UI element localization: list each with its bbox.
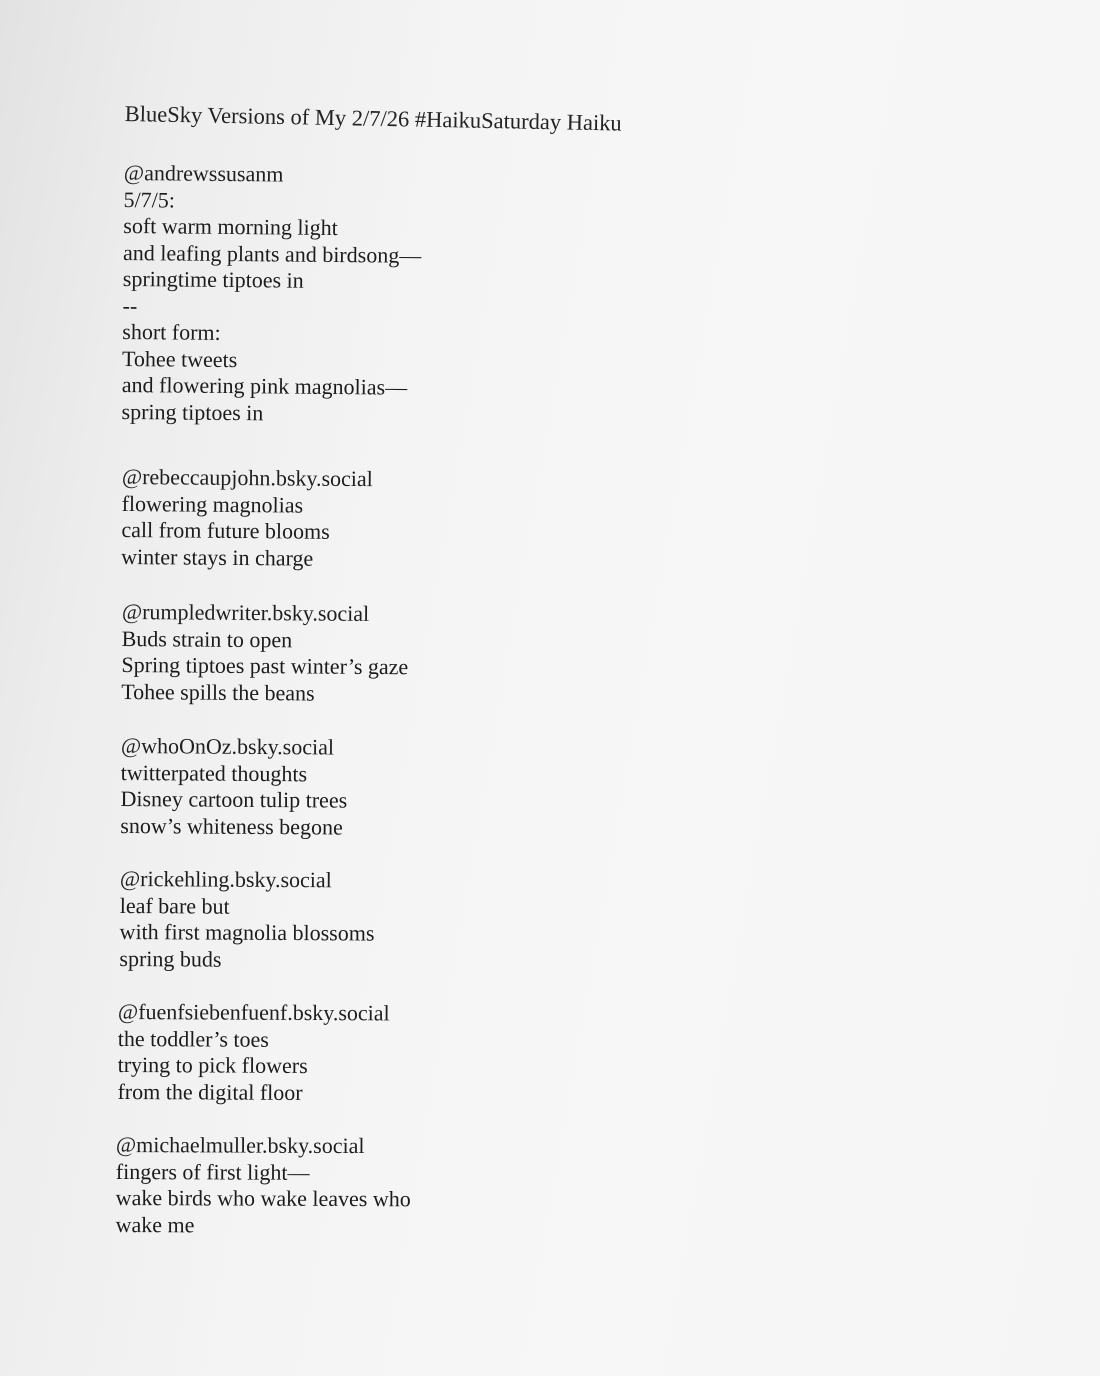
haiku-entry-fuenfsiebenfuenf — [117, 999, 389, 1106]
poem-line: Tohee spills the beans — [121, 678, 315, 706]
haiku-entry-michaelmuller — [116, 1132, 412, 1239]
poem-line: springtime tiptoes in — [122, 265, 304, 293]
haiku-entry-andrewssusanm — [121, 160, 422, 428]
haiku-entry-rumpledwriter — [121, 599, 409, 707]
author-handle: @rumpledwriter.bsky.social — [121, 599, 370, 626]
poem-line: Tohee tweets — [121, 345, 238, 372]
poem-line: Disney cartoon tulip trees — [120, 785, 348, 813]
poem-line: spring buds — [119, 945, 222, 972]
poem-line: soft warm morning light — [123, 212, 338, 241]
poem-line: fingers of first light— — [115, 1158, 310, 1185]
poem-line: call from future blooms — [121, 516, 330, 544]
author-handle: @rickehling.bsky.social — [119, 866, 332, 893]
haiku-entry-rebeccaupjohn — [121, 464, 373, 572]
poem-line: Spring tiptoes past winter’s gaze — [121, 651, 409, 680]
poem-line: wake me — [115, 1211, 195, 1237]
poem-line: 5/7/5: — [123, 186, 176, 212]
poem-line: short form: — [122, 318, 221, 345]
poem-line: trying to pick flowers — [117, 1051, 308, 1078]
poem-line: and leafing plants and birdsong— — [122, 239, 422, 268]
poem-line: twitterpated thoughts — [120, 759, 308, 786]
author-handle: @whoOnOz.bsky.social — [120, 733, 335, 760]
poem-line: Buds strain to open — [121, 625, 293, 652]
poem-line: snow’s whiteness begone — [120, 812, 343, 840]
author-handle: @rebeccaupjohn.bsky.social — [121, 464, 373, 492]
haiku-entry-whoonoz — [120, 733, 347, 841]
poem-line: wake birds who wake leaves who — [115, 1184, 411, 1212]
poem-line: flowering magnolias — [121, 490, 304, 518]
poem-line: spring tiptoes in — [121, 398, 264, 425]
separator-line: -- — [122, 292, 138, 318]
poem-line: the toddler’s toes — [117, 1025, 269, 1052]
poem-line: from the digital floor — [117, 1078, 303, 1105]
haiku-entry-rickehling — [119, 866, 374, 974]
poem-line: and flowering pink magnolias— — [121, 371, 408, 400]
author-handle: @andrewssusanm — [123, 160, 284, 187]
author-handle: @michaelmuller.bsky.social — [115, 1132, 365, 1159]
author-handle: @fuenfsiebenfuenf.bsky.social — [117, 999, 390, 1026]
poem-line: with first magnolia blossoms — [119, 918, 375, 946]
poem-line: leaf bare but — [119, 892, 230, 919]
document-title: BlueSky Versions of My 2/7/26 #HaikuSaturday Haiku — [124, 100, 622, 136]
poem-line: winter stays in charge — [121, 543, 314, 571]
